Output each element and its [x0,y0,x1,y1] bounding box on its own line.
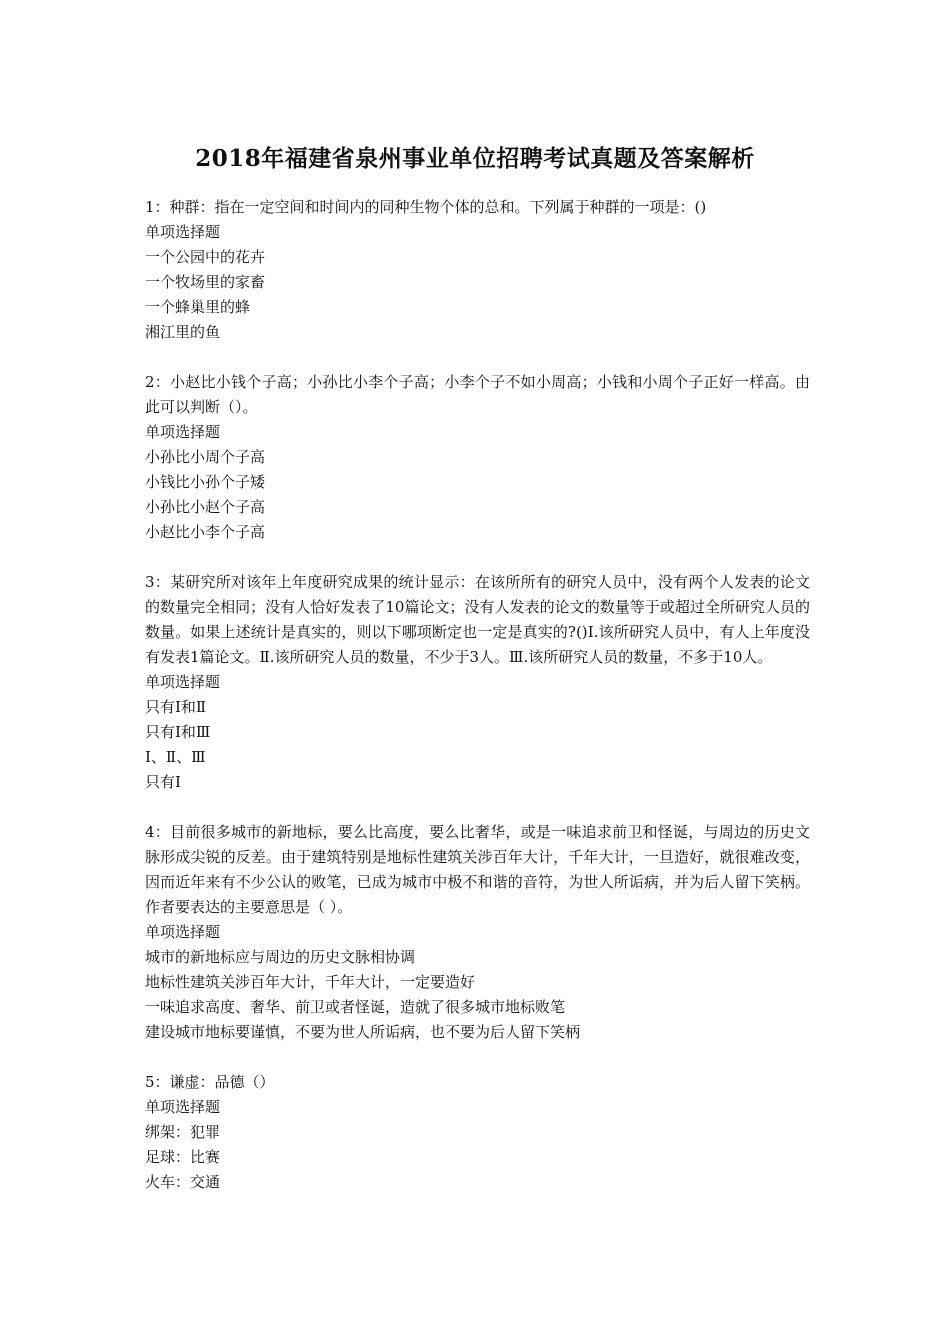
option-d: 湘江里的鱼 [145,323,221,341]
option-d: 建设城市地标要谨慎，不要为世人所诟病，也不要为后人留下笑柄 [145,1023,581,1041]
option-d: 小赵比小李个子高 [145,523,266,541]
option-a: 只有Ⅰ和Ⅱ [145,698,207,716]
question-stem: 2：小赵比小钱个子高；小孙比小李个子高；小李个子不如小周高；小钱和小周个子正好一样高。由此可以判断（）。 [145,373,810,416]
option-c: 火车：交通 [145,1173,221,1191]
option-c: 一味追求高度、奢华、前卫或者怪诞，造就了很多城市地标败笔 [145,998,566,1016]
question-type: 单项选择题 [145,1098,221,1116]
question-stem: 4：目前很多城市的新地标，要么比高度，要么比奢华，或是一味追求前卫和怪诞，与周边的历史文脉形成尖锐的反差。由于建筑特别是地标性建筑关涉百年大计，千年大计，一旦造好，就很难改变，因而近年来有不少公认的败笔，已成为城市中极不和谐的音符，为世人所诟病，并为后人留下笑柄。作者要表达的主要意思是（ ）。 [145,823,810,916]
question-3 [145,570,810,795]
option-a: 一个公园中的花卉 [145,248,266,266]
question-stem: 3：某研究所对该年上年度研究成果的统计显示：在该所所有的研究人员中，没有两个人发表的论文的数量完全相同；没有人恰好发表了10篇论文；没有人发表的论文的数量等于或超过全所研究人员的数量。如果上述统计是真实的，则以下哪项断定也一定是真实的?()Ⅰ.该所研究人员中，有人上年度没有发表1篇论文。Ⅱ.该所研究人员的数量，不少于3人。Ⅲ.该所研究人员的数量，不多于10人。 [145,573,810,666]
question-4 [145,820,810,1045]
question-type: 单项选择题 [145,423,221,441]
option-b: 小钱比小孙个子矮 [145,473,266,491]
option-b: 只有Ⅰ和Ⅲ [145,723,211,741]
option-a: 小孙比小周个子高 [145,448,266,466]
question-1 [145,195,810,345]
document-title: 2018年福建省泉州事业单位招聘考试真题及答案解析 [195,145,755,172]
option-c: 小孙比小赵个子高 [145,498,266,516]
option-d: 只有Ⅰ [145,773,181,791]
question-type: 单项选择题 [145,923,221,941]
option-b: 一个牧场里的家畜 [145,273,266,291]
question-list [145,195,810,1220]
question-type: 单项选择题 [145,673,221,691]
option-c: 一个蜂巢里的蜂 [145,298,251,316]
question-type: 单项选择题 [145,223,221,241]
question-stem: 5：谦虚：品德（） [145,1073,275,1091]
option-b: 足球：比赛 [145,1148,221,1166]
question-stem: 1：种群：指在一定空间和时间内的同种生物个体的总和。下列属于种群的一项是：() [145,198,707,216]
option-c: Ⅰ、Ⅱ、Ⅲ [145,748,206,766]
question-2 [145,370,810,545]
option-a: 城市的新地标应与周边的历史文脉相协调 [145,948,416,966]
option-b: 地标性建筑关涉百年大计，千年大计，一定要造好 [145,973,476,991]
question-5 [145,1070,810,1195]
option-a: 绑架：犯罪 [145,1123,221,1141]
